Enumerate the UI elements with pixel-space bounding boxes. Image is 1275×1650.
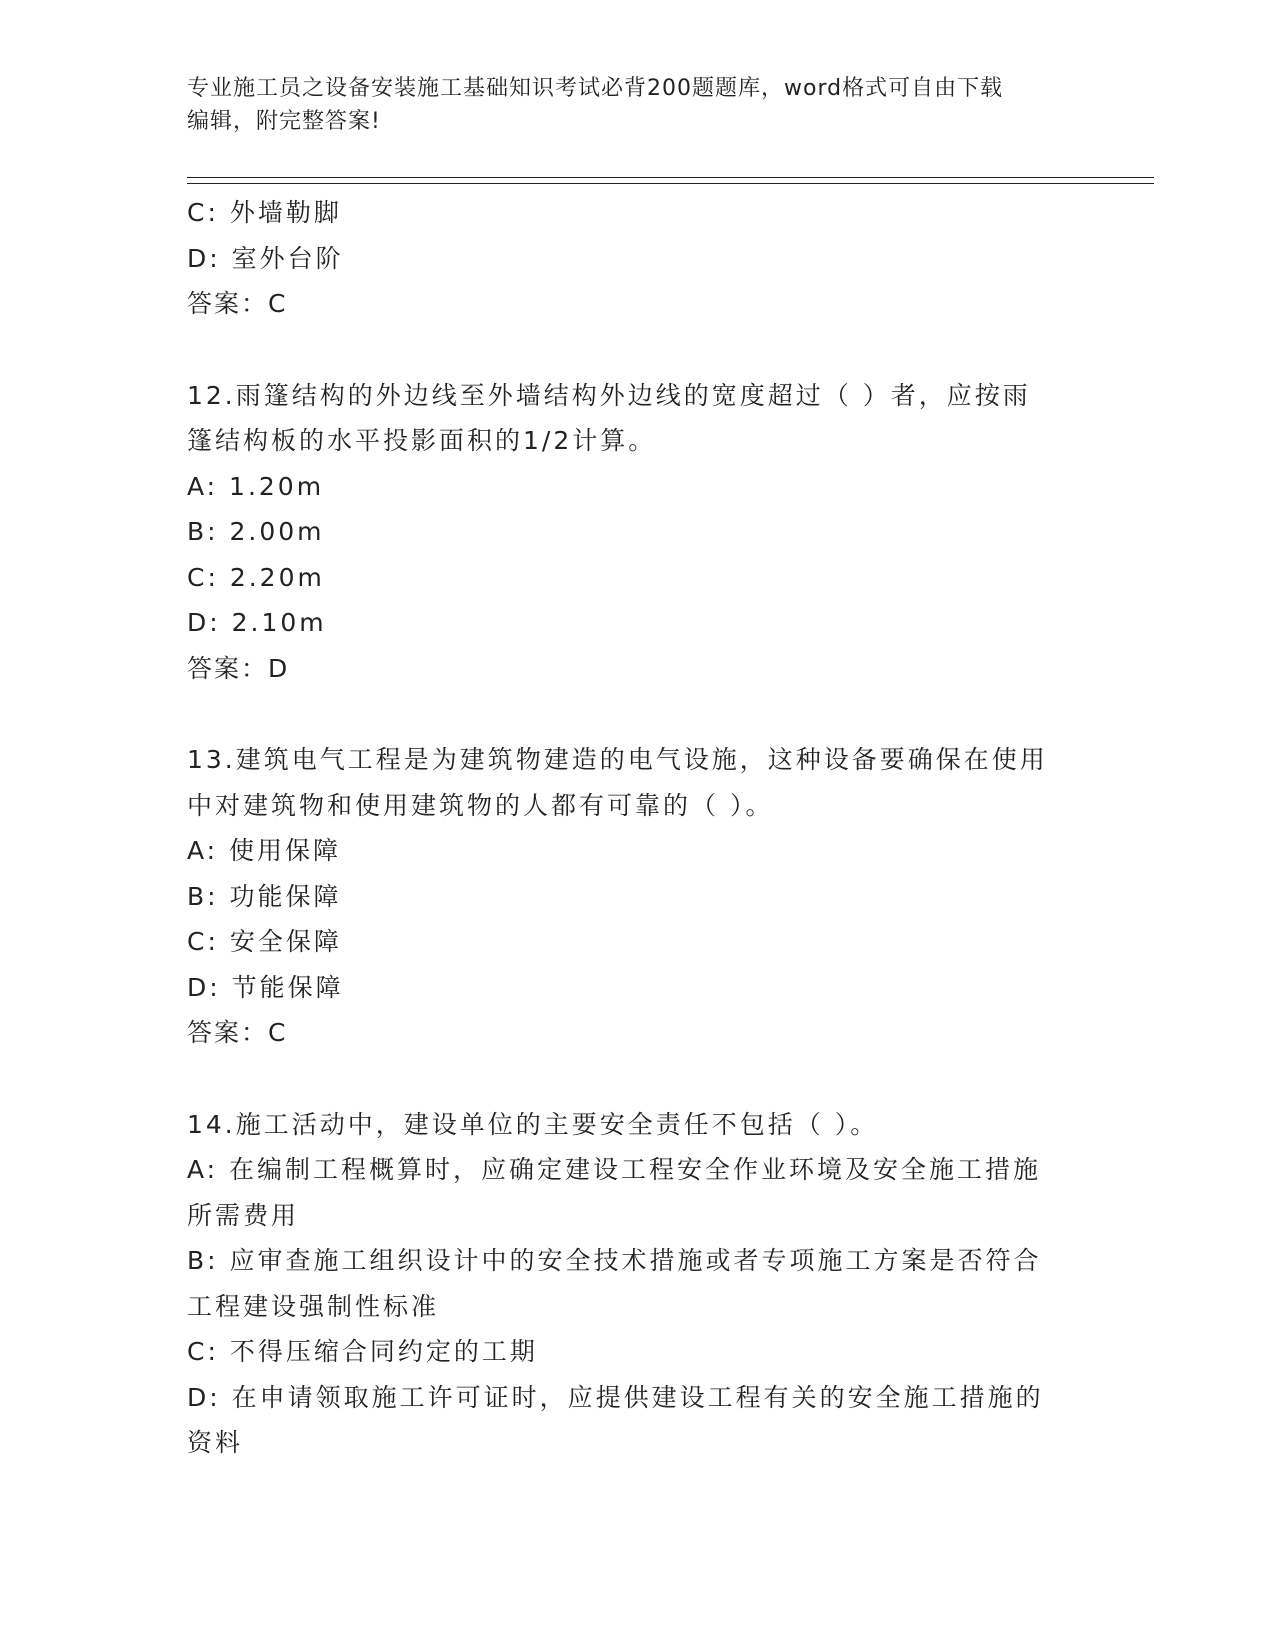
- document-header: [187, 72, 1087, 138]
- answer: 答案：C: [187, 289, 288, 318]
- option-a: A: 使用保障: [187, 836, 342, 865]
- question-11-tail: [187, 190, 1087, 327]
- question-12: [187, 373, 1087, 692]
- header-line-2: 编辑，附完整答案!: [187, 109, 381, 134]
- option-b: B: 功能保障: [187, 881, 342, 911]
- option-a: A: 在编制工程概算时，应确定建设工程安全作业环境及安全施工措施: [187, 1155, 1042, 1184]
- option-c: C: 不得压缩合同约定的工期: [187, 1337, 538, 1366]
- option-c: C: 外墙勒脚: [187, 198, 342, 227]
- spacer: [187, 1056, 1087, 1102]
- option-c: C: 2.20m: [187, 562, 325, 592]
- header-rule-top: [187, 177, 1154, 178]
- option-d: D: 室外台阶: [187, 243, 344, 273]
- option-a: A: 1.20m: [187, 471, 325, 501]
- question-stem: 14.施工活动中，建设单位的主要安全责任不包括（ ）。: [187, 1109, 879, 1139]
- answer: 答案：D: [187, 653, 290, 683]
- question-stem: 篷结构板的水平投影面积的1/2计算。: [187, 426, 657, 455]
- question-13: [187, 737, 1087, 1056]
- option-a-continued: 所需费用: [187, 1200, 300, 1230]
- document-body: [187, 190, 1087, 1466]
- option-d: D: 2.10m: [187, 608, 327, 637]
- answer: 答案：C: [187, 1018, 288, 1047]
- question-14: [187, 1102, 1087, 1466]
- spacer: [187, 691, 1087, 737]
- question-stem: 12.雨篷结构的外边线至外墙结构外边线的宽度超过（ ）者，应按雨: [187, 380, 1031, 410]
- option-b: B: 应审查施工组织设计中的安全技术措施或者专项施工方案是否符合: [187, 1246, 1042, 1275]
- option-d: D: 在申请领取施工许可证时，应提供建设工程有关的安全施工措施的: [187, 1382, 1044, 1412]
- option-d: D: 节能保障: [187, 972, 344, 1002]
- option-d-continued: 资料: [187, 1428, 244, 1457]
- option-c: C: 安全保障: [187, 927, 342, 956]
- option-b: B: 2.00m: [187, 517, 325, 546]
- question-stem: 中对建筑物和使用建筑物的人都有可靠的（ ）。: [187, 790, 774, 820]
- question-stem: 13.建筑电气工程是为建筑物建造的电气设施，这种设备要确保在使用: [187, 745, 1048, 774]
- header-rule-bottom: [187, 183, 1154, 184]
- option-b-continued: 工程建设强制性标准: [187, 1291, 440, 1321]
- spacer: [187, 327, 1087, 373]
- header-line-1: 专业施工员之设备安装施工基础知识考试必背200题题库，word格式可自由下载: [187, 76, 1004, 101]
